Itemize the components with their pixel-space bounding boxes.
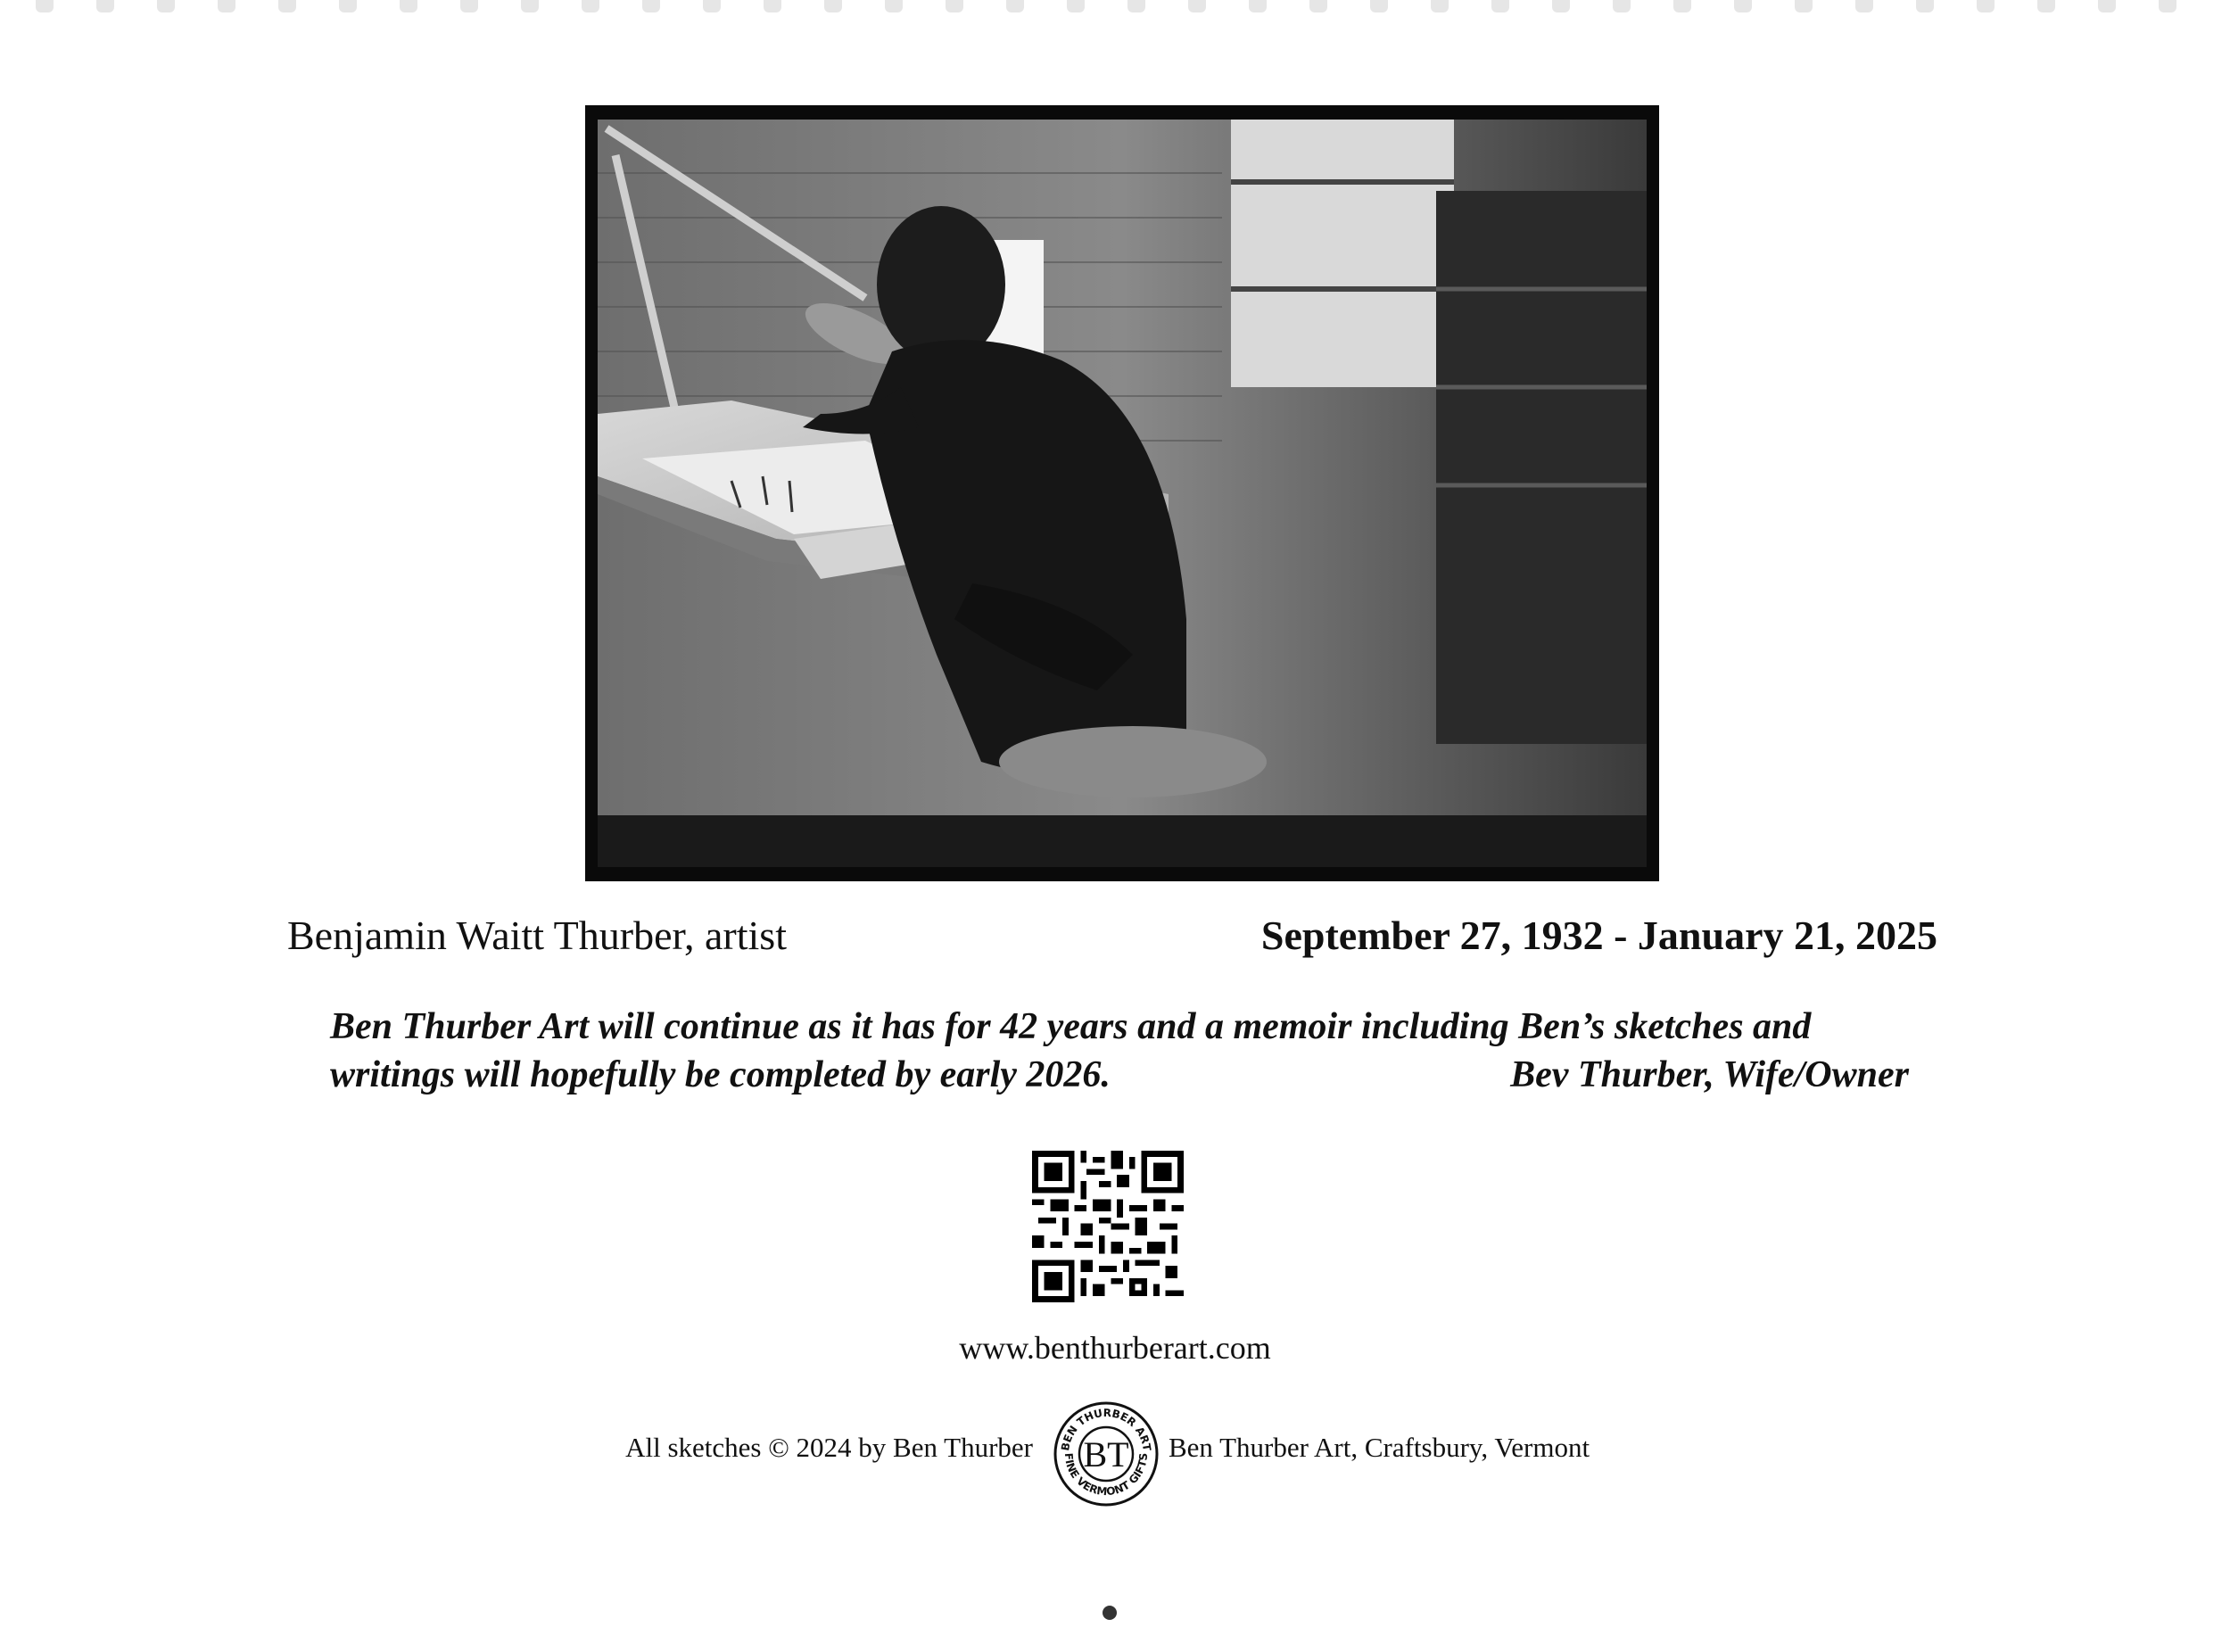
binding-hole	[764, 0, 781, 12]
binding-hole	[1067, 0, 1085, 12]
binding-hole	[582, 0, 599, 12]
binding-hole	[1734, 0, 1752, 12]
binding-hole	[218, 0, 235, 12]
binding-hole	[1249, 0, 1267, 12]
tribute-line-2-text: writings will hopefully be completed by early 2026.	[330, 1054, 1111, 1095]
binding-hole	[157, 0, 175, 12]
binding-hole	[1916, 0, 1934, 12]
website-url[interactable]: www.benthurberart.com	[959, 1330, 1271, 1366]
seal-logo-icon	[1053, 1400, 1160, 1507]
binding-hole	[1127, 0, 1145, 12]
copyright-notice: All sketches © 2024 by Ben Thurber	[625, 1432, 1033, 1463]
binding-hole	[2037, 0, 2055, 12]
binding-hole	[36, 0, 54, 12]
binding-hole	[1855, 0, 1873, 12]
tribute-paragraph	[330, 1003, 1909, 1099]
binding-hole	[1613, 0, 1631, 12]
calendar-hanging-hole	[1103, 1606, 1117, 1620]
qr-code-icon[interactable]	[1032, 1151, 1184, 1302]
binding-hole	[1309, 0, 1327, 12]
location-notice: Ben Thurber Art, Craftsbury, Vermont	[1169, 1432, 1590, 1463]
portrait-photo	[585, 105, 1659, 881]
binding-hole	[460, 0, 478, 12]
binding-hole	[521, 0, 539, 12]
binding-hole	[1491, 0, 1509, 12]
binding-hole	[1552, 0, 1570, 12]
binding-hole	[824, 0, 842, 12]
tribute-signature: Bev Thurber, Wife/Owner	[1510, 1054, 1909, 1095]
binding-hole	[885, 0, 903, 12]
binding-hole	[1795, 0, 1813, 12]
binding-hole	[339, 0, 357, 12]
artist-name-caption: Benjamin Waitt Thurber, artist	[287, 913, 787, 958]
binding-hole	[278, 0, 296, 12]
binding-hole	[1006, 0, 1024, 12]
binding-hole	[2159, 0, 2176, 12]
svg-text:BEN THURBER ART: BEN THURBER ART	[1059, 1406, 1153, 1452]
binding-hole	[946, 0, 963, 12]
calendar-binding-holes	[0, 0, 2230, 20]
svg-text:FINE VERMONT GIFTS: FINE VERMONT GIFTS	[1061, 1452, 1151, 1499]
binding-hole	[1188, 0, 1206, 12]
binding-hole	[1431, 0, 1449, 12]
binding-hole	[96, 0, 114, 12]
life-dates-caption: September 27, 1932 - January 21, 2025	[1260, 913, 1937, 958]
binding-hole	[703, 0, 721, 12]
binding-hole	[400, 0, 417, 12]
binding-hole	[1370, 0, 1388, 12]
tribute-line-2	[330, 1051, 1909, 1099]
binding-hole	[642, 0, 660, 12]
svg-text:BT: BT	[1083, 1434, 1129, 1474]
binding-hole	[1977, 0, 1995, 12]
binding-hole	[1673, 0, 1691, 12]
artist-at-drafting-table-photo	[598, 120, 1647, 867]
binding-hole	[2098, 0, 2116, 12]
tribute-line-1: Ben Thurber Art will continue as it has for 42 years and a memoir including Ben’s sketches and	[330, 1006, 1812, 1047]
